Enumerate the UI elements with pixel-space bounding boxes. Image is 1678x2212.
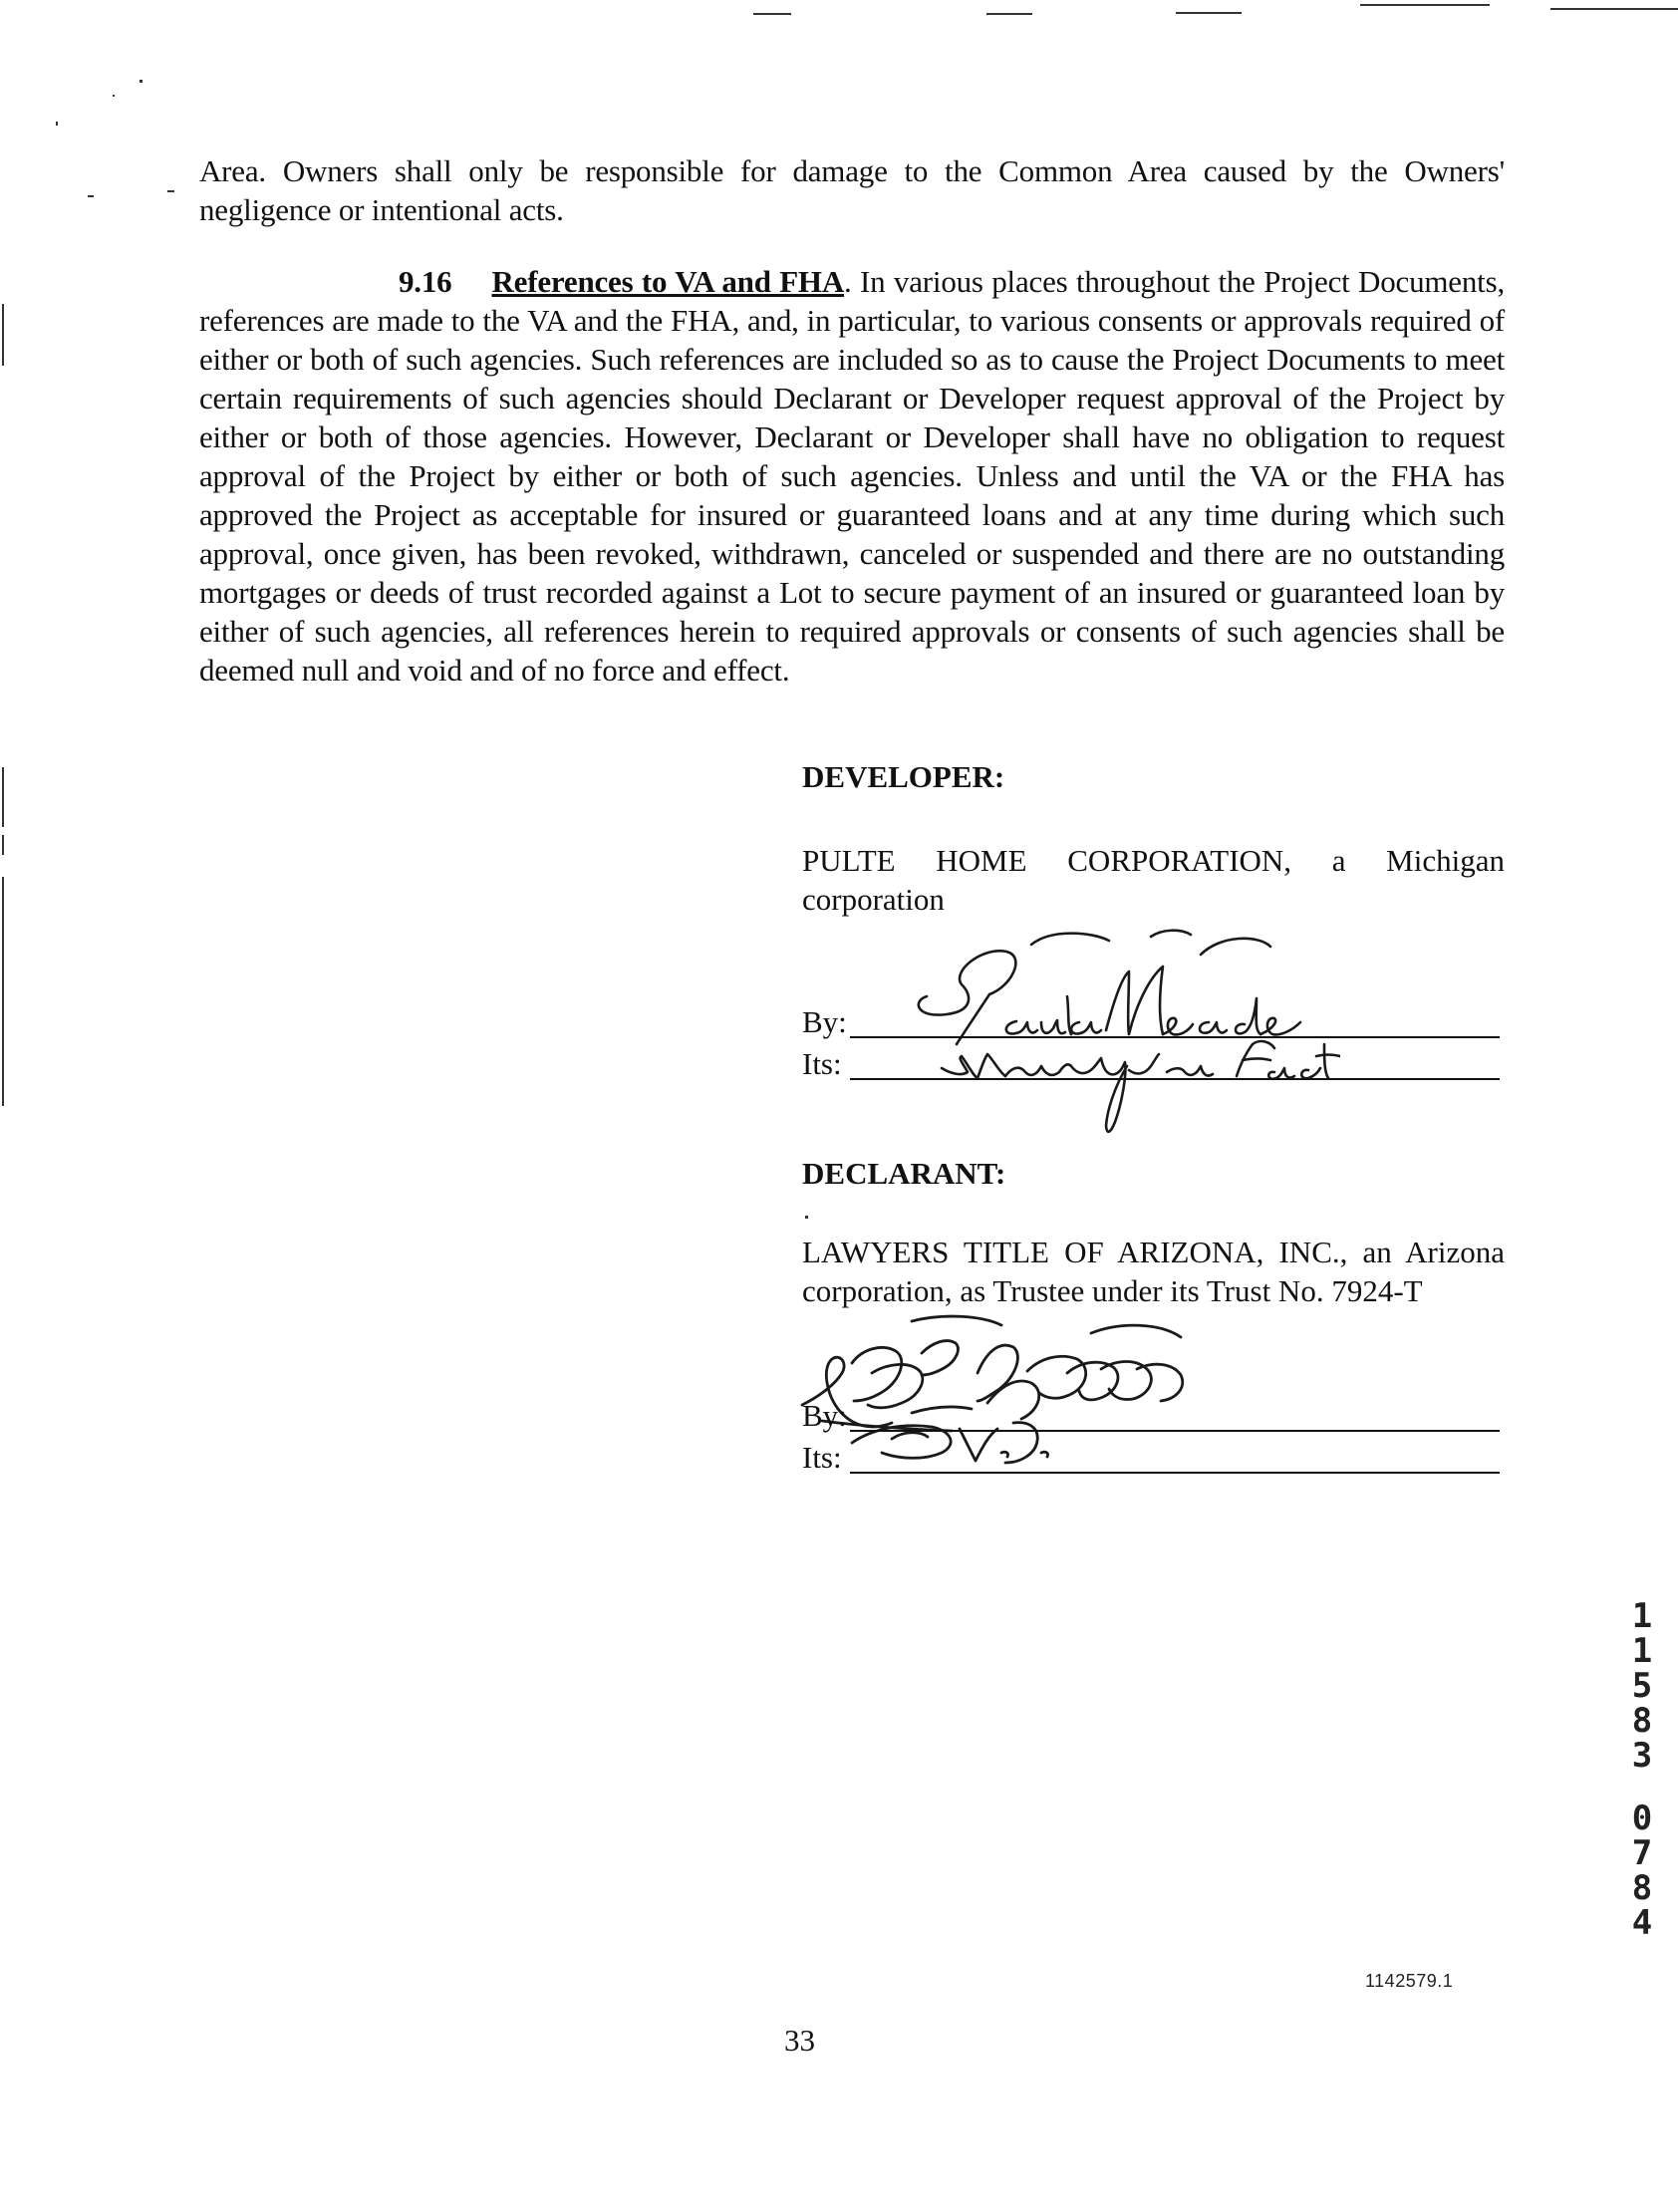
developer-by-line xyxy=(802,1004,1500,1040)
stamp-digit: 8 xyxy=(1631,1701,1653,1741)
stamp-digit: 1 xyxy=(1631,1631,1653,1671)
scan-speck xyxy=(140,80,142,83)
section-title: References to VA and FHA xyxy=(491,264,845,299)
stamp-digit: 4 xyxy=(1631,1903,1653,1943)
stamp-digit: 1 xyxy=(1631,1596,1653,1636)
page-number: 33 xyxy=(784,2023,815,2058)
recording-number-stamp xyxy=(1624,1596,1660,1943)
declarant-heading: DECLARANT: xyxy=(802,1156,1006,1191)
stamp-digit: 5 xyxy=(1631,1666,1653,1706)
scan-rule xyxy=(1360,4,1490,6)
declarant-by-rule xyxy=(850,1430,1500,1432)
declarant-block xyxy=(802,1154,1505,1193)
declarant-by-label: By: xyxy=(802,1398,847,1433)
scan-rule xyxy=(1550,8,1678,10)
developer-its-line xyxy=(802,1046,1500,1082)
declarant-its-label: Its: xyxy=(802,1440,842,1475)
stamp-digit: 8 xyxy=(1631,1868,1653,1908)
stamp-digit: 7 xyxy=(1631,1833,1653,1873)
section-body-text: . In various places throughout the Project Documents, references are made to the VA and the FHA, and, in particular, to various consents or approvals required of either or both of such agencies. Such references are included so as to cause the Project Documents to meet certain requirements of such agencies should Declarant or Developer request approval of the Project by either or both of those agencies. However, Declarant or Developer shall have no obligation to request approval of the Project by either or both of such agencies. Unless and until the VA or the FHA has approved the Project as acceptable for insured or guaranteed loans and at any time during which such approval, once given, has been revoked, withdrawn, canceled or suspended and there are no outstanding mortgages or deeds of trust recorded against a Lot to secure payment of an insured or guaranteed loan by either of such agencies, all references herein to required approvals or consents of such agencies shall be deemed null and void and of no force and effect. xyxy=(199,264,1505,688)
section-9-16-paragraph xyxy=(199,262,1505,690)
developer-entity: PULTE HOME CORPORATION, a Michigan corporation xyxy=(802,843,1505,917)
developer-its-label: Its: xyxy=(802,1046,842,1081)
developer-by-rule xyxy=(850,1036,1500,1038)
developer-heading: DEVELOPER: xyxy=(802,759,1005,794)
developer-its-rule xyxy=(850,1078,1500,1080)
scan-rule xyxy=(753,13,791,15)
scan-speck xyxy=(88,195,94,197)
stamp-digit: 3 xyxy=(1631,1736,1653,1776)
declarant-its-rule xyxy=(850,1472,1500,1474)
continuation-paragraph: Area. Owners shall only be responsible for damage to the Common Area caused by the Owners' negligence or intentional acts. xyxy=(199,153,1505,227)
scan-rule xyxy=(986,13,1032,15)
scan-speck xyxy=(56,122,58,126)
scan-margin-rule xyxy=(2,767,4,827)
declarant-by-line xyxy=(802,1398,1500,1434)
developer-block xyxy=(802,757,1505,796)
scan-margin-rule xyxy=(2,835,4,855)
document-id: 1142579.1 xyxy=(1365,1971,1454,1991)
scan-speck xyxy=(113,95,115,97)
scan-margin-rule xyxy=(2,877,4,1106)
scan-speck xyxy=(805,1216,808,1219)
stamp-gap xyxy=(1624,1774,1660,1801)
section-number: 9.16 xyxy=(399,264,452,299)
declarant-its-line xyxy=(802,1440,1500,1476)
scan-rule xyxy=(1176,12,1242,14)
developer-by-label: By: xyxy=(802,1004,847,1039)
scan-margin-rule xyxy=(2,304,4,366)
declarant-entity: LAWYERS TITLE OF ARIZONA, INC., an Arizona corporation, as Trustee under its Trust No. 7924-T xyxy=(802,1235,1505,1308)
scan-speck xyxy=(167,190,174,192)
stamp-digit: 0 xyxy=(1631,1798,1653,1838)
